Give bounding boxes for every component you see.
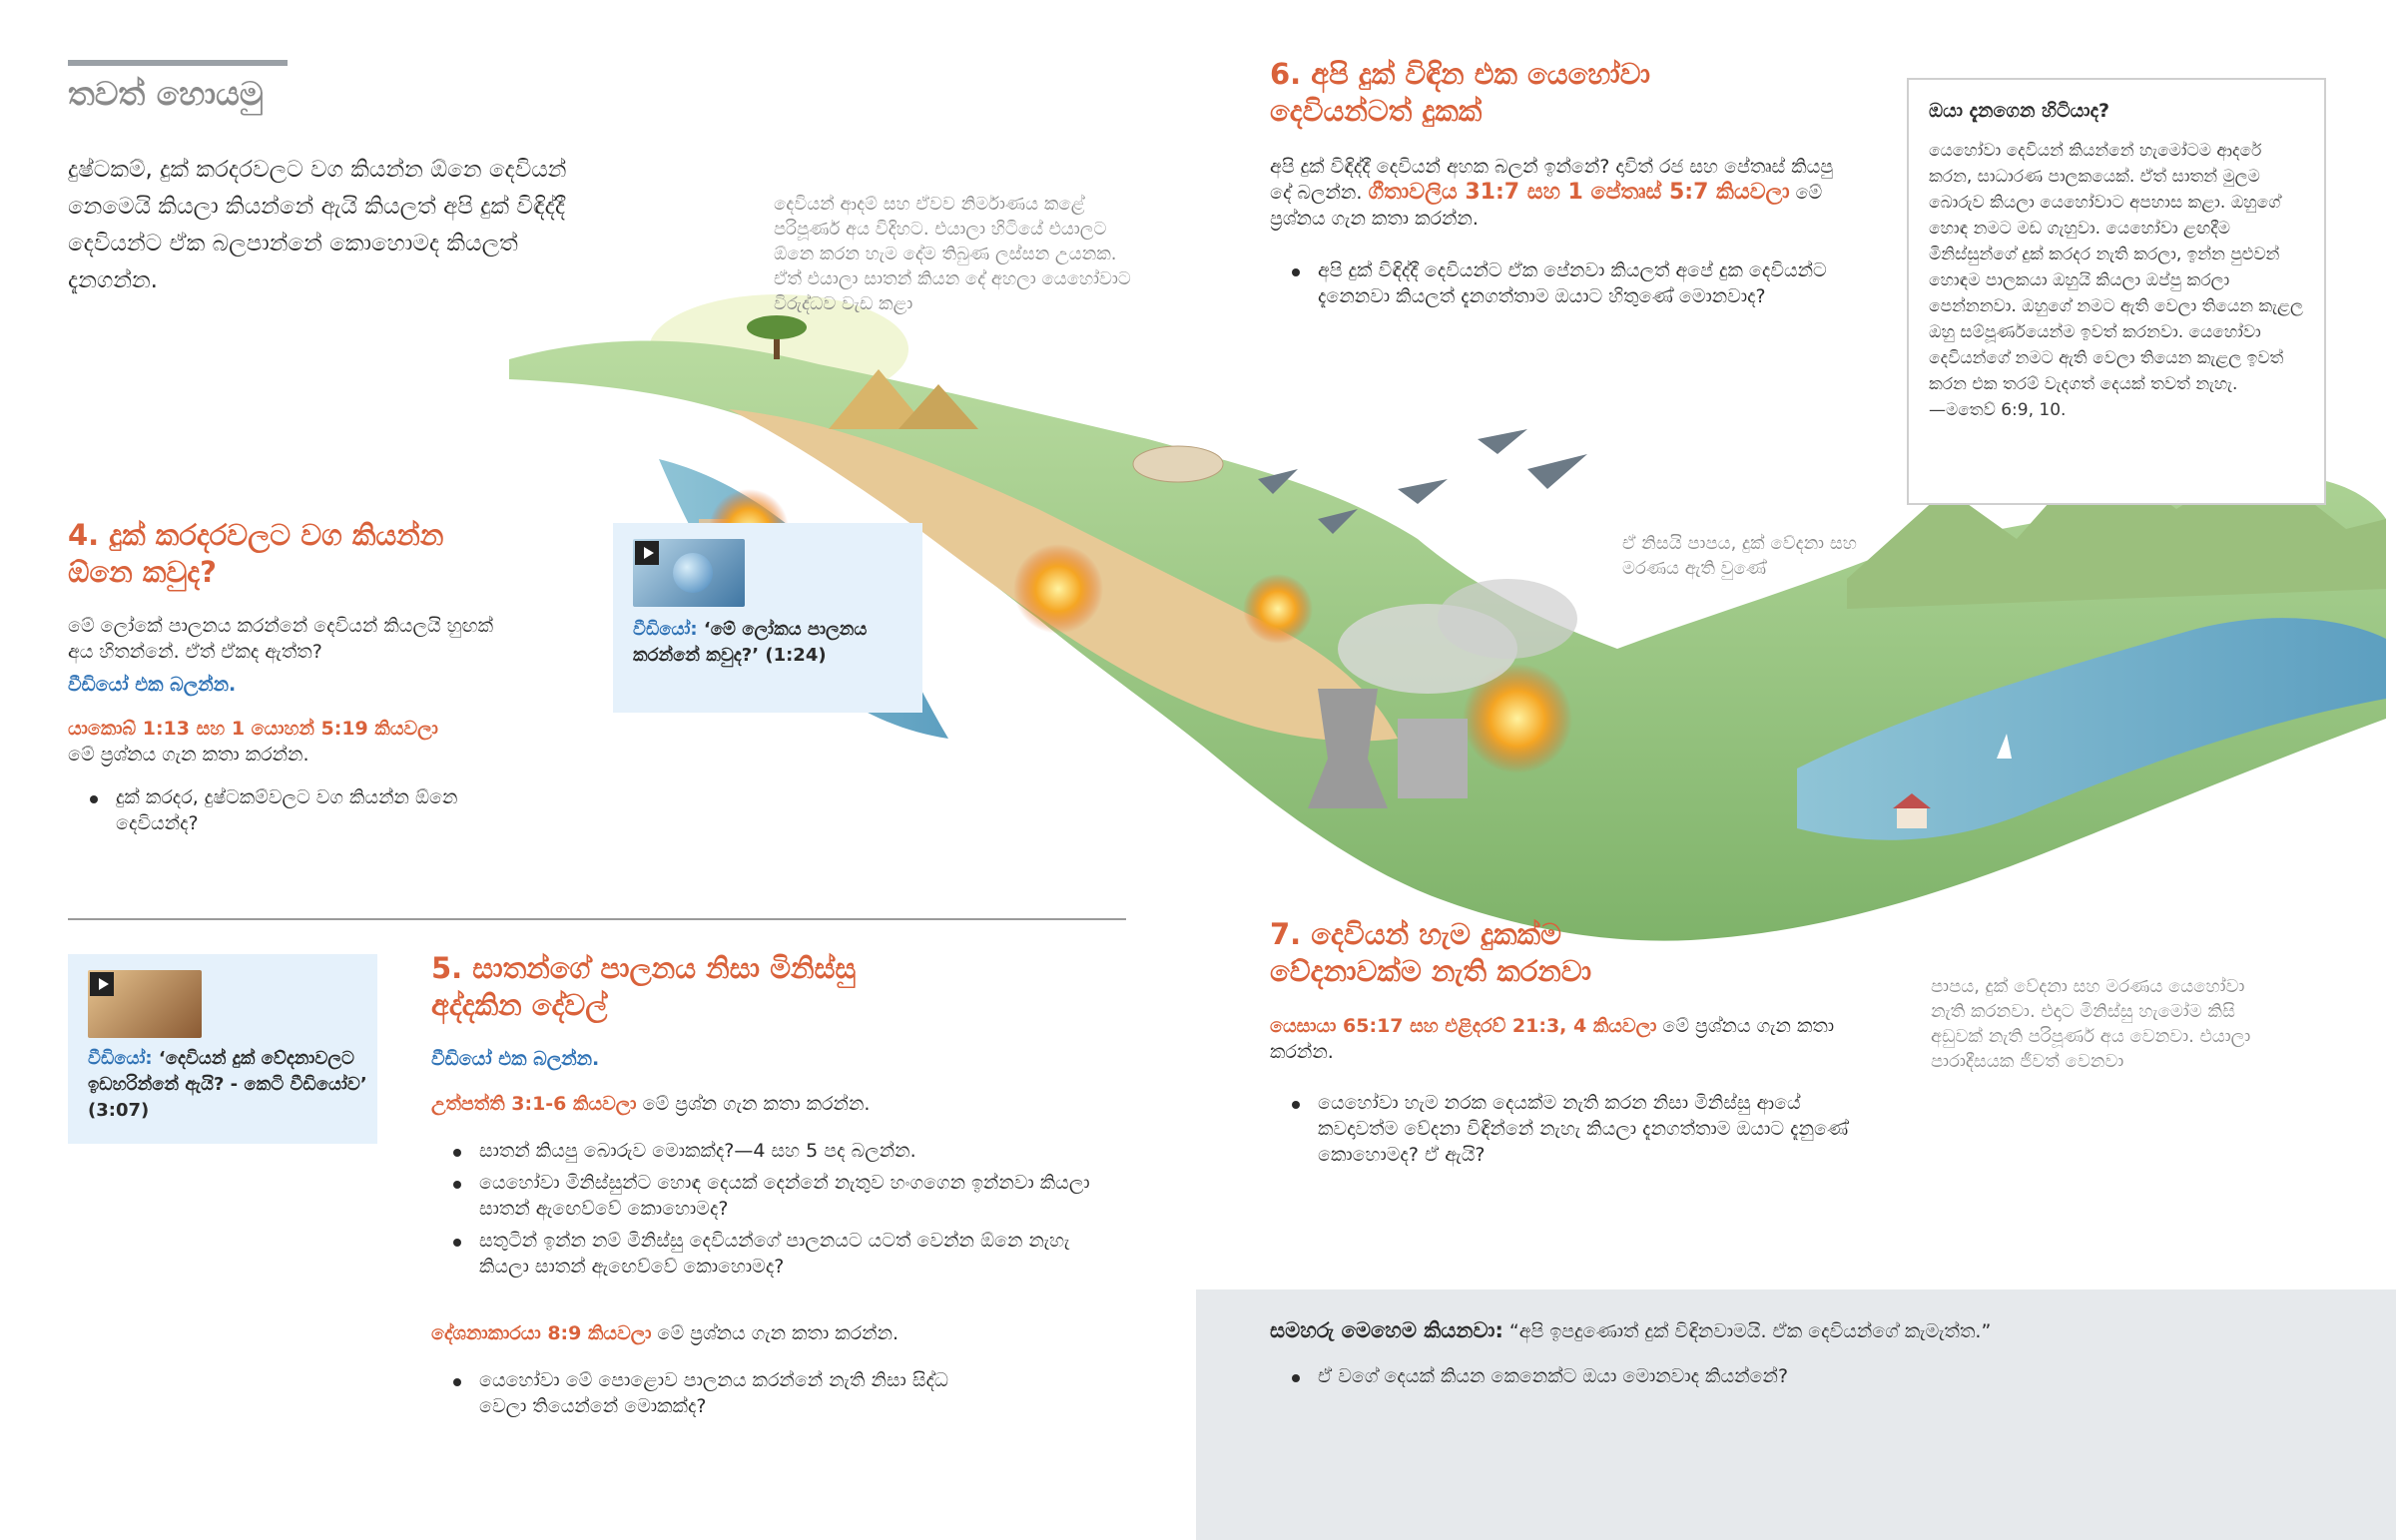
section5-reading1 xyxy=(431,1091,990,1117)
video-card-world-ruler[interactable] xyxy=(613,523,922,713)
some-people-say-lead: සමහරු මෙහෙම කියනවා: xyxy=(1270,1318,1503,1342)
video-thumbnail[interactable] xyxy=(633,539,745,607)
page-title: තවත් හොයමු xyxy=(68,74,264,113)
section4-watch-link[interactable]: වීඩියෝ එක බලන්න. xyxy=(68,674,237,696)
question-item: ඒ වගේ දෙයක් කියන කෙනෙක්ට ඔයා මොනවාද කියන්නේ? xyxy=(1318,1363,2216,1389)
smoke xyxy=(1438,579,1577,659)
section7-heading: 7. දෙවියන් හැම දුකක්ම වේදනාවක්ම නැති කරනවා xyxy=(1270,917,1592,988)
section5-scripture2[interactable]: දේශනාකාරයා 8:9 කියවලා xyxy=(431,1322,652,1344)
colosseum xyxy=(1133,446,1223,482)
section7-reading: යෙසායා 65:17 සහ එළිදරව් 21:3, 4 කියවලා මේ ප්‍රශ්නය ගැන කතා කරන්න. xyxy=(1270,1015,1835,1063)
section6-heading: 6. අපි දුක් විඳින එක යෙහෝවා දෙවියන්ටත් දුකක් xyxy=(1270,57,1651,128)
title-rule xyxy=(68,60,288,66)
video-thumbnail[interactable] xyxy=(88,970,202,1038)
caption-eden: දෙවියන් ආදම් සහ ඒවව නිර්මාණය කළේ පරිපූර්ණ අය විදිහට. එයාලා හිටියේ එයාලට ඕනෙ කරන හැම දේම තිබුණ ලස්සන උයනක. ඒත් එයාලා සාතන් කියන දේ අහලා යෙහෝවාට විරුද්ධව වැඩ කළා xyxy=(774,194,1131,314)
question-item: සතුටින් ඉන්න නම් මිනිස්සු දෙවියන්ගේ පාලනයට යටත් වෙන්න ඕනෙ නැහැ කියලා සාතන් ඇඟෙව්වේ කොහොමද? xyxy=(479,1228,1098,1280)
question-item: යෙහෝවා මිනිස්සුන්ට හොඳ දෙයක් දෙන්නේ නැතුව හංගගෙන ඉන්නවා කියලා සාතන් ඇඟෙව්වේ කොහොමද? xyxy=(479,1170,1098,1222)
section5-heading: 5. සාතන්ගේ පාලනය නිසා මිනිස්සු අද්දකින දේවල් xyxy=(431,951,857,1022)
play-icon xyxy=(635,541,659,565)
section4-questions xyxy=(68,784,545,842)
question-item: සාතන් කියපු බොරුව මොකක්ද?—4 සහ 5 පද බලන්න. xyxy=(479,1138,1098,1164)
section4-heading: 4. දුක් කරදරවලට වග කියන්න ඕනෙ කවුද? xyxy=(68,518,444,589)
house xyxy=(1897,808,1927,828)
factory xyxy=(1398,719,1468,798)
section4-reading xyxy=(68,716,547,768)
section5-reading2 xyxy=(431,1320,990,1346)
some-people-say-panel xyxy=(1196,1289,2396,1540)
section-divider xyxy=(68,918,1126,920)
video-card-suffering[interactable] xyxy=(68,954,377,1144)
play-icon xyxy=(90,972,114,996)
section5-questions1 xyxy=(431,1138,1098,1285)
did-you-know-box xyxy=(1907,78,2326,505)
some-people-say-line xyxy=(1270,1317,2368,1344)
video-label: වීඩියෝ: ‘මේ ලෝකය පාලනය කරන්නේ කවුද?’ (1:24) xyxy=(633,619,868,666)
question-item: යෙහෝවා හැම නරක දෙයක්ම නැති කරන නිසා මිනිස්සු ආයේ කවදාවත්ම වේදනා විඳින්නේ නැහැ කියලා දැනගත්තාම ඔයාට දැනුණේ කොහොමද? ඒ ඇයි? xyxy=(1318,1090,1857,1168)
section5-scripture1[interactable]: උත්පත්ති 3:1-6 කියවලා xyxy=(431,1093,637,1115)
some-people-say-questions xyxy=(1270,1363,2216,1395)
did-you-know-ref: —මතෙව් 6:9, 10. xyxy=(1929,400,2067,420)
fire xyxy=(1013,544,1103,634)
question-item: අපි දුක් විඳිද්දී දෙවියන්ට ඒක පේනවා කියලත් අපේ දුක දෙවියන්ට දැනෙනවා කියලත් දැනගත්තාම ඔයාට හිතුණේ මොනවාද? xyxy=(1318,257,1877,309)
did-you-know-text: යෙහෝවා දෙවියන් කියන්නේ හැමෝටම ආදරේ කරන, සාධාරණ පාලකයෙක්. ඒත් සාතන් මුලම බොරුව කියලා යෙහෝවාට අපහාස කළා. ඔහුගේ හොඳ නමට මඩ ගැහුවා. යෙහෝවා ළඟදීම මිනිස්සුන්ගේ දුක් කරදර නැති කරලා, ඉන්න පුළුවන් හොඳම පාලකයා ඔහුයි කියලා ඔප්පු කරලා පෙන්නනවා. ඔහුගේ නමට ඇති වෙලා තියෙන කැළල ඔහු සම්පූර්ණයෙන්ම ඉවත් කරනවා. යෙහෝවා දෙවියන්ගේ නමට ඇති වෙලා තියෙන කැළල ඉවත් කරන එක තරම් වැදගත් දෙයක් තවත් නැහැ. xyxy=(1929,141,2303,394)
question-item: දුක් කරදර, දුෂ්ටකම්වලට වග කියන්න ඕනෙ දෙවියන්ද? xyxy=(116,784,545,836)
section4-scripture[interactable]: යාකොබ් 1:13 සහ 1 යොහන් 5:19 කියවලා xyxy=(68,718,438,740)
globe-icon xyxy=(673,553,713,593)
video-label: වීඩියෝ: ‘දෙවියන් දුක් වේදනාවලට ඉඩහරින්නේ ඇයි? - කෙටි වීඩියෝව’ (3:07) xyxy=(88,1048,367,1121)
intro-text: දුෂ්ටකම්, දුක් කරදරවලට වග කියන්න ඕනෙ දෙවියන් නෙමෙයි කියලා කියන්නේ ඇයි කියලත් අපි දුක් විඳිද්දී දෙවියන්ට ඒක බලපාන්නේ කොහොමද කියලත් දැනගන්න. xyxy=(68,157,567,293)
section6-intro: අපි දුක් විඳිද්දී දෙවියන් අහක බලන් ඉන්නේ? දාවිත් රජ සහ පේතෘස් කියපු දේ බලන්න. ගීතාවලිය 31:7 සහ 1 පේතෘස් 5:7 කියවලා මේ ප්‍රශ්නය ගැන කතා කරන්න. xyxy=(1270,156,1834,230)
section5-questions2 xyxy=(431,1367,958,1425)
section5-reading2-tail: මේ ප්‍රශ්නය ගැන කතා කරන්න. xyxy=(657,1322,899,1344)
section6-scripture[interactable]: ගීතාවලිය 31:7 සහ 1 පේතෘස් 5:7 කියවලා xyxy=(1368,180,1790,205)
section7-questions xyxy=(1270,1090,1857,1174)
section5-watch-link[interactable]: වීඩියෝ එක බලන්න. xyxy=(431,1048,600,1070)
fire xyxy=(1243,574,1313,644)
question-item: යෙහෝවා මේ පොළොව පාලනය කරන්නේ නැති නිසා සිද්ධ වෙලා තියෙන්නේ මොකක්ද? xyxy=(479,1367,958,1419)
section4-intro: මේ ලෝකේ පාලනය කරන්නේ දෙවියන් කියලයි හුඟක් අය හිතන්නේ. ඒත් ඒකද ඇත්ත? xyxy=(68,615,494,663)
section6-questions xyxy=(1270,257,1877,315)
section4-reading-tail: මේ ප්‍රශ්නය ගැන කතා කරන්න. xyxy=(68,744,309,766)
tree-canopy xyxy=(747,315,807,339)
some-people-say-quote: “අපි ඉපදුණොත් දුක් විඳිනවාමයි. ඒක දෙවියන්ගේ කැමැත්ත.” xyxy=(1508,1320,1992,1342)
caption-paradise: පාපය, දුක් වේදනා සහ මරණය යෙහෝවා නැති කරනවා. එදාට මිනිස්සු හැමෝම කිසි අඩුවක් නැති පරිපූර්ණ අය වෙනවා. එයාලා පාරාදීසයක ජීවත් වෙනවා xyxy=(1931,976,2251,1072)
section7-scripture[interactable]: යෙසායා 65:17 සහ එළිදරව් 21:3, 4 කියවලා xyxy=(1270,1015,1657,1037)
section5-reading1-tail: මේ ප්‍රශ්න ගැන කතා කරන්න. xyxy=(642,1093,871,1115)
caption-result: ඒ නිසයි පාපය, දුක් වේදනා සහ මරණය ඇති වුණේ xyxy=(1622,533,1857,579)
did-you-know-title: ඔයා දැනගෙන හිටියාද? xyxy=(1929,100,2110,122)
